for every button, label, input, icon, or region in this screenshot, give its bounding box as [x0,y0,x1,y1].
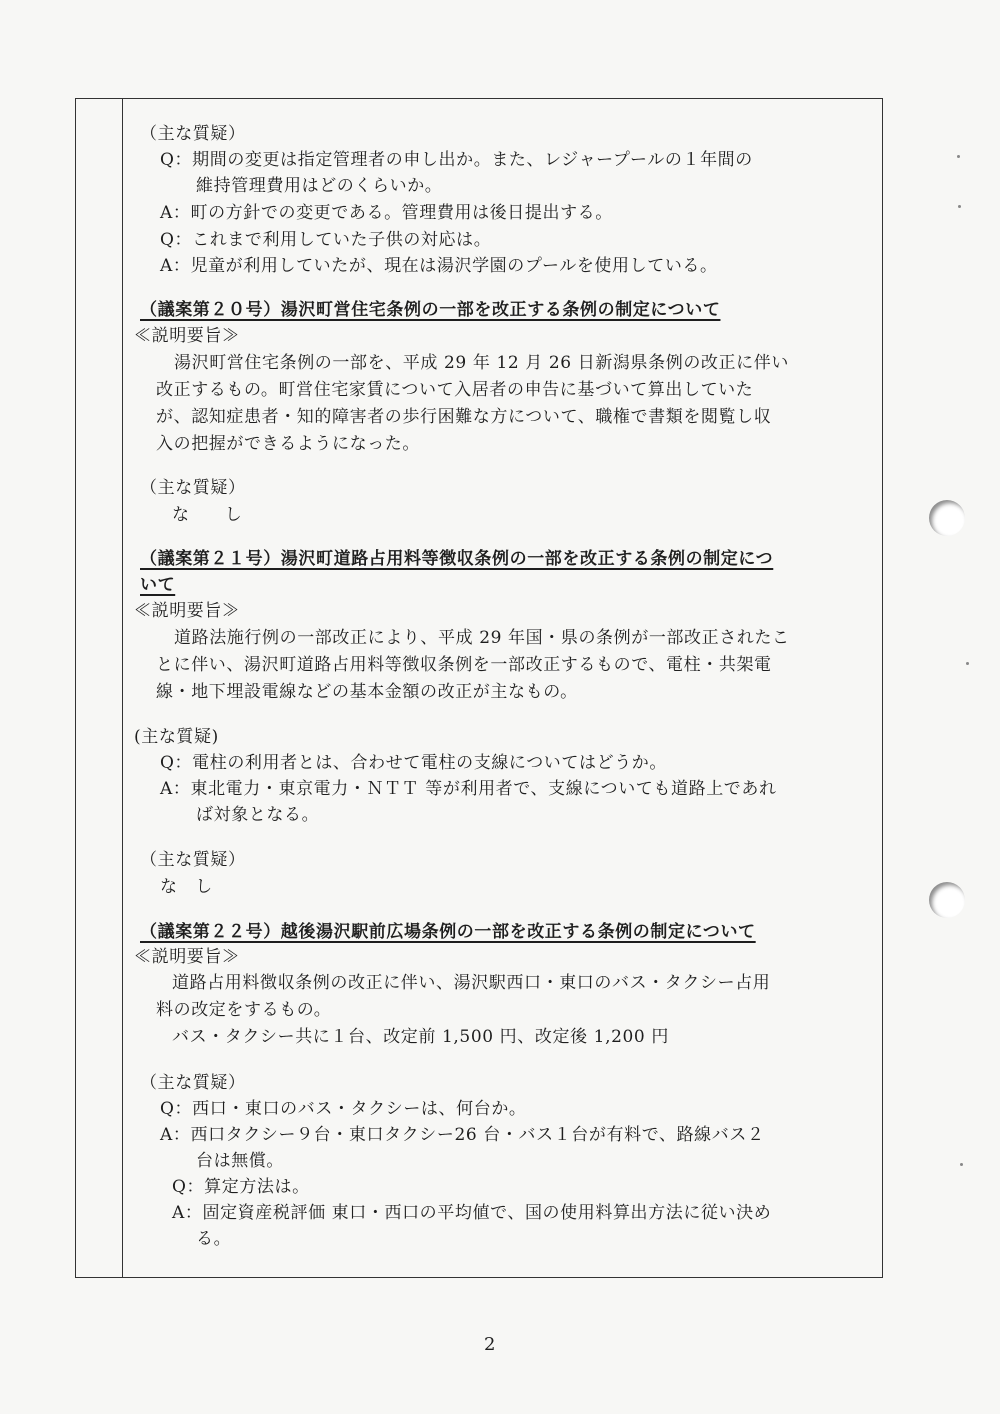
page-number: 2 [484,1334,496,1355]
section-label: （主な質疑） [140,124,246,144]
summary-text: 道路法施行例の一部改正により、平成 29 年国・県の条例が一部改正されたこ [174,628,790,648]
summary-text: が、認知症患者・知的障害者の歩行困難な方について、職権で書類を閲覧し収 [156,407,772,427]
summary-text: 道路占用料徴収条例の改正に伴い、湯沢駅西口・東口のバス・タクシー占用 [172,973,771,993]
summary-text: 線・地下埋設電線などの基本金額の改正が主なもの。 [156,682,578,702]
margin-rule [122,98,123,1278]
answer: A：東北電力・東京電力・ＮＴＴ 等が利用者で、支線についても道路上であれ [160,779,777,799]
answer: A：児童が利用していたが、現在は湯沢学園のプールを使用している。 [160,256,718,276]
summary-text: とに伴い、湯沢町道路占用料等徴収条例を一部改正するもので、電柱・共架電 [156,655,772,675]
section-label: （主な質疑） [140,850,246,870]
punch-hole [929,500,965,536]
bill-heading: （議案第２０号）湯沢町営住宅条例の一部を改正する条例の制定について [140,300,721,320]
summary-text: 湯沢町営住宅条例の一部を、平成 29 年 12 月 26 日新潟県条例の改正に伴い [174,353,789,373]
none-text: な し [172,505,243,525]
summary-label: ≪説明要旨≫ [134,326,240,346]
question: Q：算定方法は。 [172,1177,310,1197]
answer: A：西口タクシー９台・東口タクシー26 台・バス１台が有料で、路線バス２ [160,1125,765,1145]
scan-speck [966,662,969,665]
answer: A：固定資産税評価 東口・西口の平均値で、国の使用料算出方法に従い決め [172,1203,772,1223]
summary-label: ≪説明要旨≫ [134,947,240,967]
summary-text: バス・タクシー共に１台、改定前 1,500 円、改定後 1,200 円 [172,1027,669,1047]
section-label: （主な質疑） [140,478,246,498]
scan-speck [958,205,961,208]
summary-label: ≪説明要旨≫ [134,601,240,621]
question: Q：これまで利用していた子供の対応は。 [160,230,492,250]
answer-cont: る。 [196,1229,232,1249]
answer-cont: 台は無償。 [196,1151,284,1171]
bill-heading: （議案第２１号）湯沢町道路占用料等徴収条例の一部を改正する条例の制定につ [140,549,774,569]
summary-text: 入の把握ができるようになった。 [156,434,420,454]
question: Q：西口・東口のバス・タクシーは、何台か。 [160,1099,527,1119]
bill-heading-cont: いて [140,575,176,595]
answer: A：町の方針での変更である。管理費用は後日提出する。 [160,203,613,223]
scan-speck [957,155,960,158]
question-cont: 維持管理費用はどのくらいか。 [196,176,443,196]
question: Q：期間の変更は指定管理者の申し出か。また、レジャープールの１年間の [160,150,753,170]
none-text: な し [160,877,213,897]
answer-cont: ば対象となる。 [196,805,320,825]
punch-hole [929,882,965,918]
section-label: (主な質疑) [134,727,219,747]
summary-text: 改正するもの。町営住宅家賃について入居者の申告に基づいて算出していた [156,380,754,400]
summary-text: 料の改定をするもの。 [156,1000,332,1020]
question: Q：電柱の利用者とは、合わせて電柱の支線についてはどうか。 [160,753,667,773]
section-label: （主な質疑） [140,1073,246,1093]
bill-heading: （議案第２２号）越後湯沢駅前広場条例の一部を改正する条例の制定について [140,922,756,942]
scan-speck [960,1163,963,1166]
